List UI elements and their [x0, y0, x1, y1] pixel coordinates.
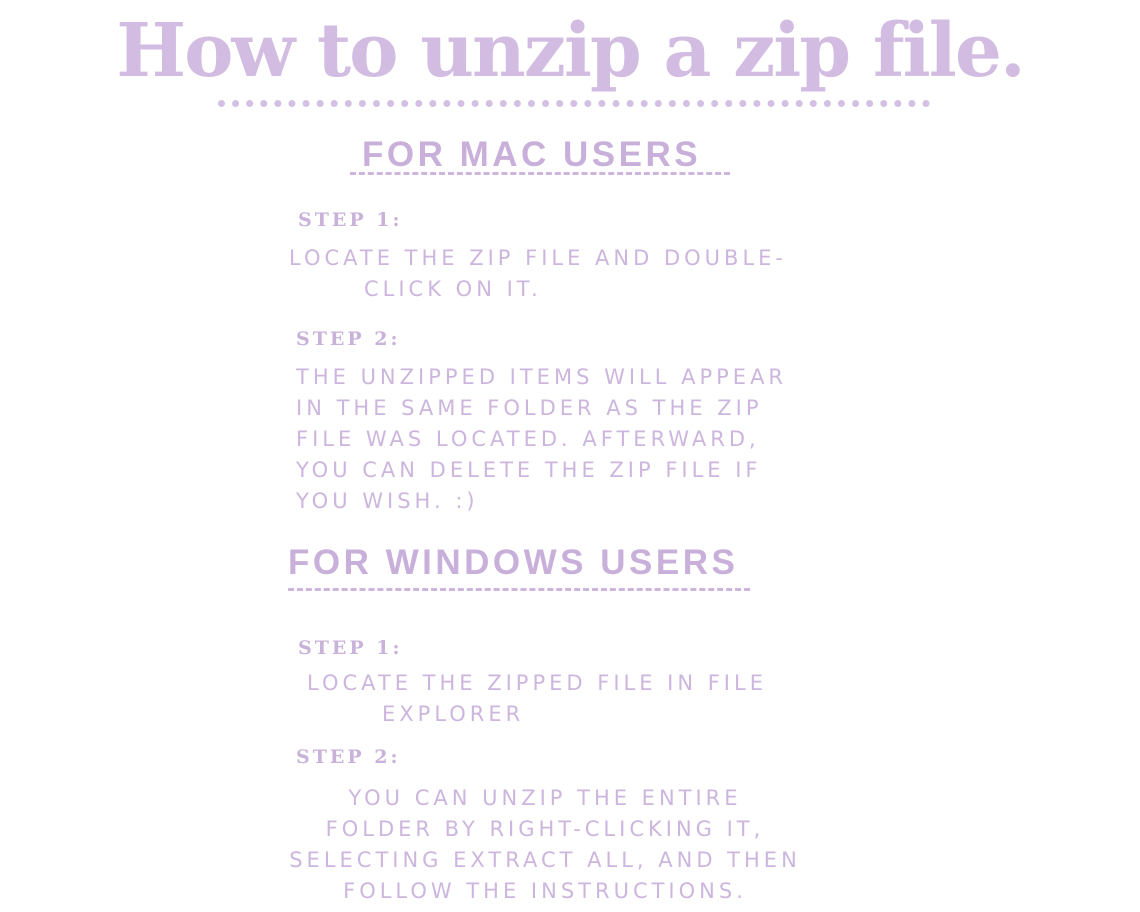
windows-step1-text [307, 668, 767, 730]
mac-heading-dashed-underline [350, 172, 730, 175]
windows-step2-line: FOLLOW THE INSTRUCTIONS. [343, 879, 747, 903]
windows-heading-dashed-underline [288, 588, 750, 591]
page-title: How to unzip a zip file. [116, 8, 1024, 94]
mac-section-heading: FOR MAC USERS [362, 135, 702, 174]
windows-step2-label: STEP 2: [296, 746, 401, 768]
windows-step1-label: STEP 1: [298, 637, 403, 659]
mac-step1-line: CLICK ON IT. [364, 277, 542, 301]
mac-step2-line: THE UNZIPPED ITEMS WILL APPEAR [296, 365, 788, 389]
mac-step2-line: YOU WISH. :) [296, 489, 479, 513]
mac-step1-line: LOCATE THE ZIP FILE AND DOUBLE- [289, 246, 787, 270]
mac-step2-text [296, 362, 787, 517]
windows-step2-line: SELECTING EXTRACT ALL, AND THEN [289, 848, 801, 872]
mac-step2-label: STEP 2: [296, 328, 401, 350]
windows-step2-text [250, 783, 840, 907]
mac-step1-text [289, 243, 787, 305]
windows-step2-line: YOU CAN UNZIP THE ENTIRE [348, 786, 742, 810]
mac-step2-line: YOU CAN DELETE THE ZIP FILE IF [296, 458, 762, 482]
title-dotted-divider [218, 100, 930, 107]
windows-step1-line: LOCATE THE ZIPPED FILE IN FILE [307, 671, 767, 695]
mac-step2-line: FILE WAS LOCATED. AFTERWARD, [296, 427, 760, 451]
mac-step2-line: IN THE SAME FOLDER AS THE ZIP [296, 396, 763, 420]
mac-step1-label: STEP 1: [298, 209, 403, 231]
windows-step2-line: FOLDER BY RIGHT-CLICKING IT, [325, 817, 765, 841]
windows-step1-line: EXPLORER [382, 702, 525, 726]
windows-section-heading: FOR WINDOWS USERS [288, 543, 739, 582]
